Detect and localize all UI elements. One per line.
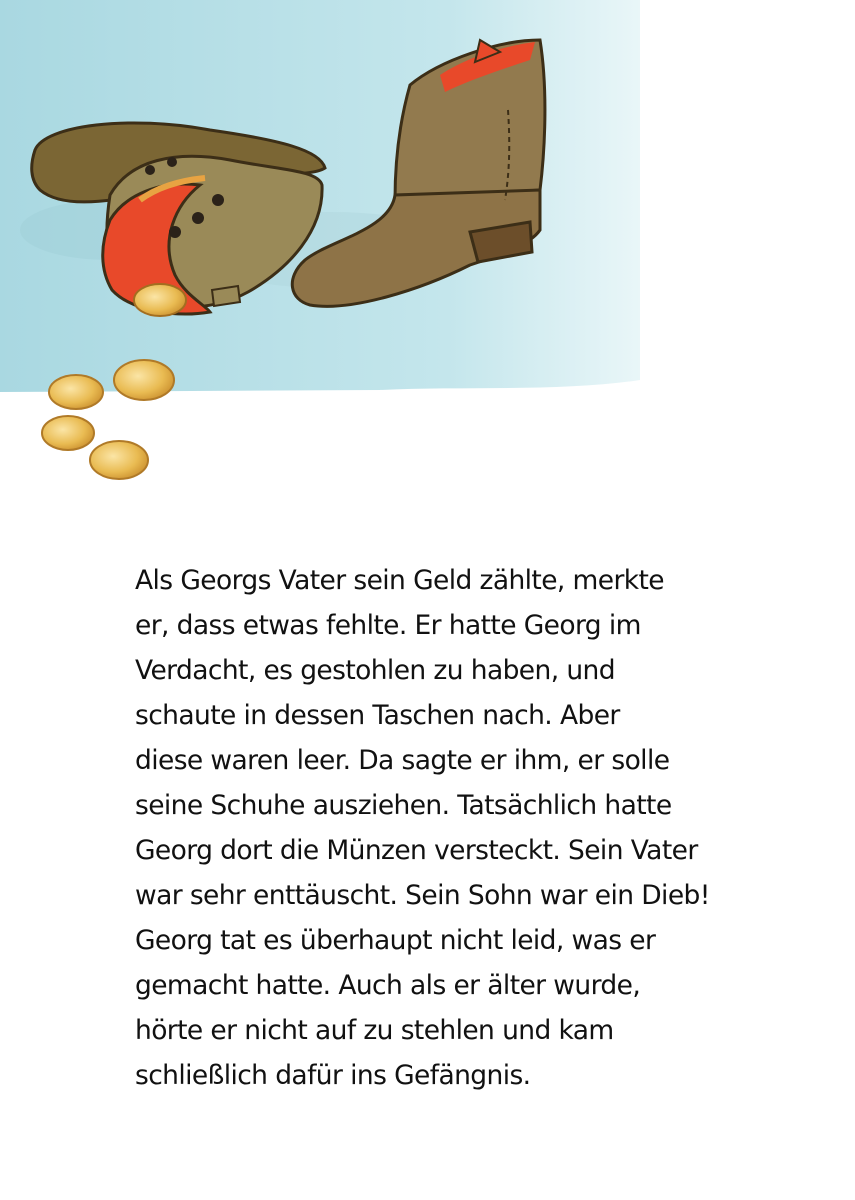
story-line: Georg tat es überhaupt nicht leid, was er <box>135 925 656 956</box>
story-line: Verdacht, es gestohlen zu haben, und <box>135 655 615 686</box>
coin <box>42 416 94 450</box>
coin <box>114 360 174 400</box>
story-line: hörte er nicht auf zu stehlen und kam <box>135 1015 614 1046</box>
story-line: war sehr enttäuscht. Sein Sohn war ein Dieb! <box>135 880 710 911</box>
story-line: Georg dort die Münzen versteckt. Sein Vater <box>135 835 698 866</box>
story-line: er, dass etwas fehlte. Er hatte Georg im <box>135 610 641 641</box>
story-line: schließlich dafür ins Gefängnis. <box>135 1060 531 1091</box>
story-line: diese waren leer. Da sagte er ihm, er solle <box>135 745 670 776</box>
coin <box>90 441 148 479</box>
coin-in-shoe <box>134 284 186 316</box>
coin <box>49 375 103 409</box>
story-text <box>135 558 775 1098</box>
story-line: seine Schuhe ausziehen. Tatsächlich hatte <box>135 790 672 821</box>
story-line: Als Georgs Vater sein Geld zählte, merkte <box>135 565 665 596</box>
story-line: schaute in dessen Taschen nach. Aber <box>135 700 620 731</box>
shoes-and-coins-illustration <box>0 0 855 500</box>
story-line: gemacht hatte. Auch als er älter wurde, <box>135 970 641 1001</box>
